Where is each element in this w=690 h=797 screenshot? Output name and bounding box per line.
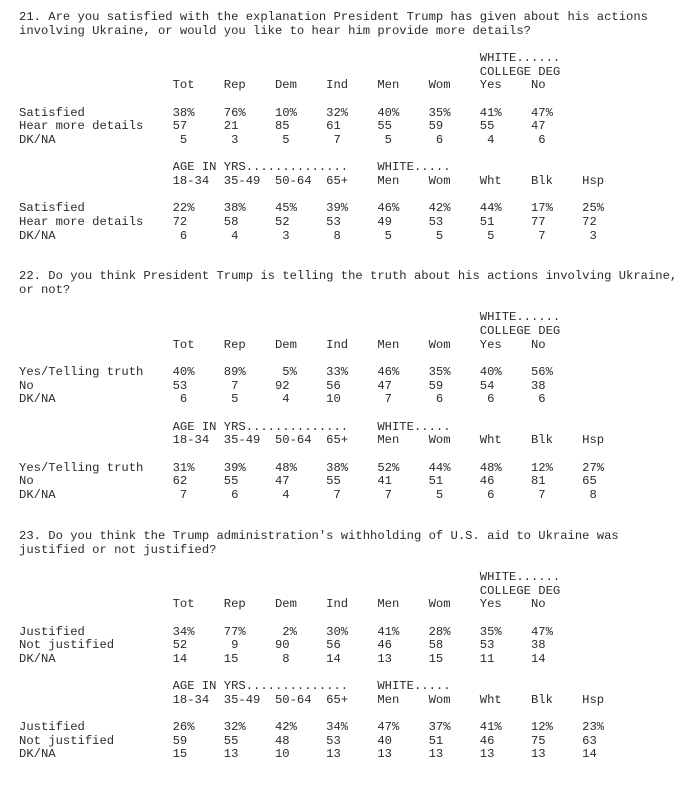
table-group-header-line: WHITE...... [19,50,561,65]
blank-line [19,557,690,571]
table-data-row: Yes/Telling truth 31% 39% 48% 38% 52% 44% 48% 12% 27% [19,460,605,475]
question-block [19,270,690,502]
table-group-header-line: COLLEGE DEG [19,583,561,598]
table-data-row: DK/NA 5 3 5 7 5 6 4 6 [19,132,546,147]
question-text-line: 23. Do you think the Trump administration's withholding of U.S. aid to Ukraine was [19,528,619,543]
blank-line [19,612,690,626]
table-column-header-line: Tot Rep Dem Ind Men Wom Yes No [19,597,546,612]
table-data-row: Yes/Telling truth 40% 89% 5% 33% 46% 35% 40% 56% [19,365,553,380]
blank-line [19,243,690,257]
question-text-line: 22. Do you think President Trump is telling the truth about his actions involving Ukraine, [19,269,678,284]
table-data-row: Justified 34% 77% 2% 30% 41% 28% 35% 47% [19,624,553,639]
blank-line [19,93,690,107]
table-data-row: Hear more details 72 58 52 53 49 53 51 77 72 [19,214,597,229]
table-group-header-line: AGE IN YRS.............. WHITE..... [19,160,451,175]
question-text-line: involving Ukraine, or would you like to hear him provide more details? [19,23,531,38]
table-group-header-line: COLLEGE DEG [19,64,561,79]
table-data-row: Not justified 59 55 48 53 40 51 46 75 63 [19,733,597,748]
table-data-row: DK/NA 6 4 3 8 5 5 5 7 3 [19,228,597,243]
blank-line [19,707,690,721]
blank-line [19,516,690,530]
table-data-row: DK/NA 6 5 4 10 7 6 6 6 [19,392,546,407]
table-group-header-line: AGE IN YRS.............. WHITE..... [19,419,451,434]
blank-line [19,148,690,162]
blank-line [19,407,690,421]
question-text-line: 21. Are you satisfied with the explanation President Trump has given about his actions [19,10,648,24]
question-text-line: justified or not justified? [19,542,217,557]
blank-line [19,352,690,366]
blank-line [19,667,690,681]
question-block [19,530,690,762]
table-data-row: Satisfied 38% 76% 10% 32% 40% 35% 41% 47% [19,105,553,120]
blank-line [19,257,690,271]
question-text-line: or not? [19,283,71,298]
table-data-row: No 53 7 92 56 47 59 54 38 [19,378,546,393]
table-group-header-line: WHITE...... [19,569,561,584]
blank-line [19,448,690,462]
table-column-header-line: 18-34 35-49 50-64 65+ Men Wom Wht Blk Hsp [19,173,605,188]
table-data-row: DK/NA 15 13 10 13 13 13 13 13 14 [19,747,597,762]
blank-line [19,189,690,203]
table-group-header-line: COLLEGE DEG [19,324,561,339]
question-block [19,11,690,243]
table-column-header-line: Tot Rep Dem Ind Men Wom Yes No [19,337,546,352]
table-data-row: Hear more details 57 21 85 61 55 59 55 47 [19,119,546,134]
table-group-header-line: WHITE...... [19,310,561,325]
blank-line [19,503,690,517]
table-data-row: Justified 26% 32% 42% 34% 47% 37% 41% 12% 23% [19,720,605,735]
table-group-header-line: AGE IN YRS.............. WHITE..... [19,679,451,694]
table-data-row: Not justified 52 9 90 56 46 58 53 38 [19,638,546,653]
table-column-header-line: 18-34 35-49 50-64 65+ Men Wom Wht Blk Hsp [19,692,605,707]
table-data-row: DK/NA 14 15 8 14 13 15 11 14 [19,651,546,666]
table-column-header-line: Tot Rep Dem Ind Men Wom Yes No [19,78,546,93]
table-data-row: No 62 55 47 55 41 51 46 81 65 [19,474,597,489]
blank-line [19,38,690,52]
table-data-row: Satisfied 22% 38% 45% 39% 46% 42% 44% 17% 25% [19,201,605,216]
table-data-row: DK/NA 7 6 4 7 7 5 6 7 8 [19,487,597,502]
blank-line [19,298,690,312]
table-column-header-line: 18-34 35-49 50-64 65+ Men Wom Wht Blk Hsp [19,433,605,448]
